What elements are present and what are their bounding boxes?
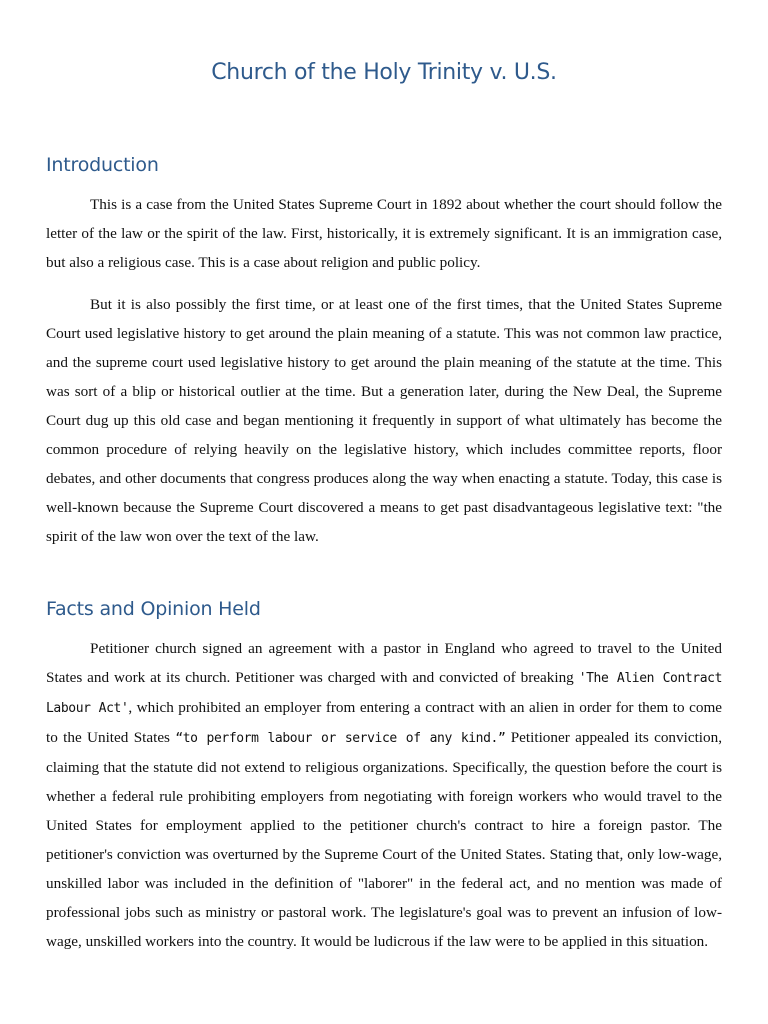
section-heading-facts-and-opinion: Facts and Opinion Held bbox=[46, 598, 261, 620]
facts-text-intro: Petitioner church signed an agreement with a pastor in England who agreed to travel to the United States and work at its church. Petitioner was charged with and convicted of breaking bbox=[46, 640, 722, 686]
introduction-paragraph-1: This is a case from the United States Supreme Court in 1892 about whether the court should follow the letter of the law or the spirit of the law. First, historically, it is extremely significant. It is an immigration case, but also a religious case. This is a case about religion and public policy. bbox=[46, 196, 722, 271]
facts-paragraph bbox=[46, 634, 722, 956]
section-heading-introduction: Introduction bbox=[46, 154, 159, 176]
act-name-quote: 'The Alien Contract Labour Act' bbox=[46, 671, 723, 716]
facts-text-conclusion: Petitioner appealed its conviction, claiming that the statute did not extend to religious organizations. Specifically, the question before the court is whether a federal rule prohibiting employers from negotiating with foreign workers who would travel to the United States for employment applied to the petitioner church's contract to hire a foreign pastor. The petitioner's conviction was overturned by the Supreme Court of the United States. Stating that, only low-wage, unskilled labor was included in the definition of "laborer" in the federal act, and no mention was made of professional jobs such as ministry or pastoral work. The legislature's goal was to prevent an infusion of low-wage, unskilled workers into the country. It would be ludicrous if the law were to be applied in this situation. bbox=[46, 729, 722, 950]
introduction-paragraph-2: But it is also possibly the first time, or at least one of the first times, that the United States Supreme Court used legislative history to get around the plain meaning of a statute. This was not common law practice, and the supreme court used legislative history to get around the plain meaning of the statute at the time. This was sort of a blip or historical outlier at the time. But a generation later, during the New Deal, the Supreme Court dug up this old case and began mentioning it frequently in support of what ultimately has become the common procedure of relying heavily on the legislative history, which includes committee reports, floor debates, and other documents that congress produces along the way when enacting a statute. Today, this case is well-known because the Supreme Court discovered a means to get past disadvantageous legislative text: "the spirit of the law won over the text of the law. bbox=[46, 296, 722, 545]
statute-quote: “to perform labour or service of any kind.” bbox=[175, 731, 506, 746]
facts-text-middle: , which prohibited an employer from entering a contract with an alien in order for them to come to the United States bbox=[46, 699, 722, 746]
document-title: Church of the Holy Trinity v. U.S. bbox=[211, 60, 557, 85]
